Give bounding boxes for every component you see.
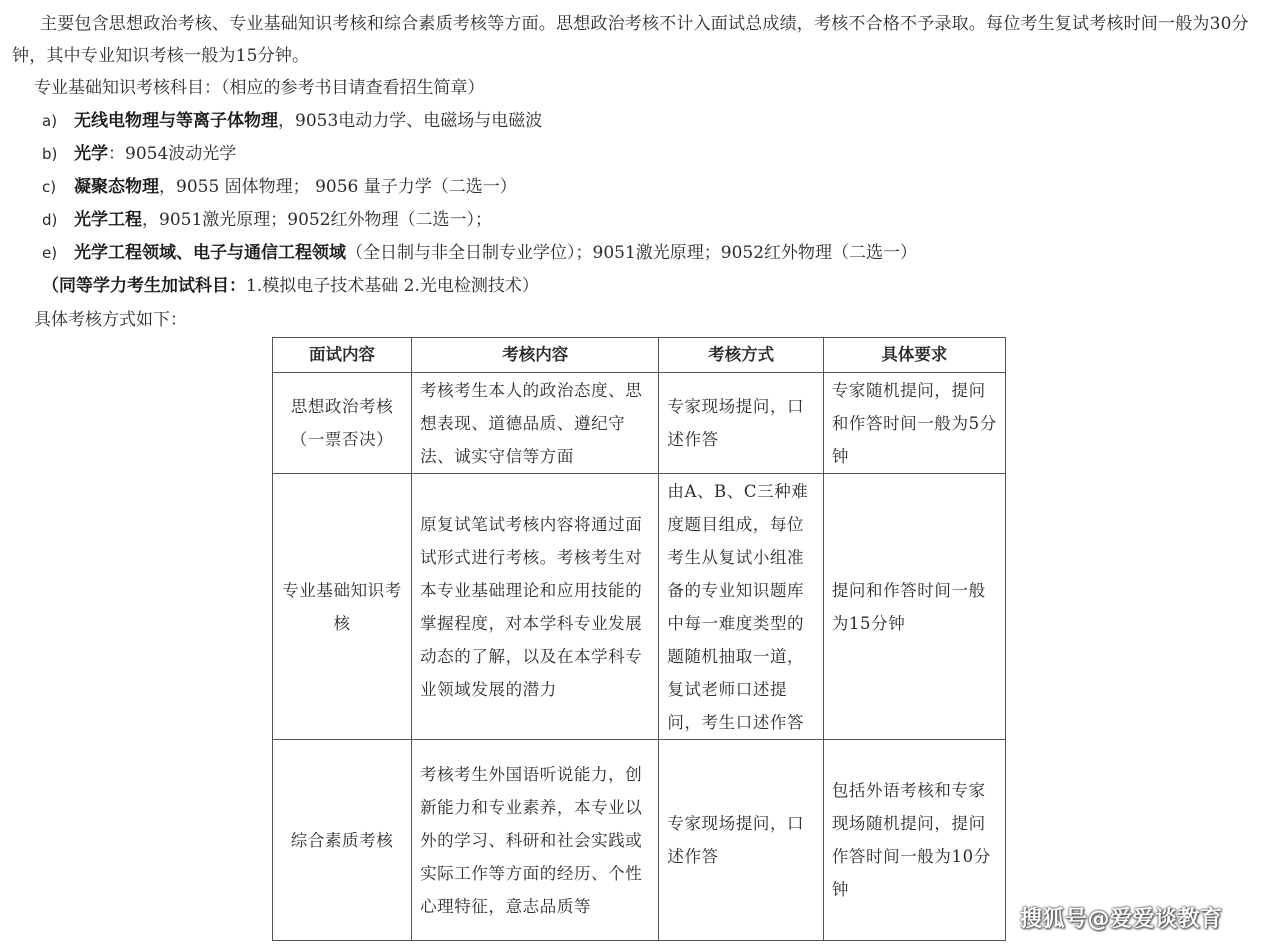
subject-detail: ，9055 固体物理； 9056 量子力学（二选一） — [159, 177, 517, 197]
subject-detail: ：9054波动光学 — [108, 144, 237, 164]
table-row — [273, 740, 1006, 941]
requirement-cell: 专家随机提问，提问和作答时间一般为5分钟 — [823, 373, 1005, 474]
subject-letter: e) — [42, 244, 58, 262]
assessment-method-cell: 专家现场提问，口述作答 — [659, 740, 823, 941]
equivalent-label: （同等学力考生加试科目： — [42, 276, 246, 296]
subject-name: 凝聚态物理 — [74, 177, 159, 197]
subject-letter: d) — [42, 211, 58, 229]
assessment-content-cell: 原复试笔试考核内容将通过面试形式进行考核。考核考生对本专业基础理论和应用技能的掌握程度，对本学科专业发展动态的了解，以及在本学科专业领域发展的潜力 — [412, 474, 659, 740]
exam-method-table — [272, 337, 1006, 941]
assessment-content-cell: 考核考生本人的政治态度、思想表现、道德品质、遵纪守法、诚实守信等方面 — [412, 373, 659, 474]
interview-item-cell: 专业基础知识考核 — [273, 474, 412, 740]
table-header-cell: 具体要求 — [823, 338, 1005, 373]
subject-item — [42, 175, 517, 199]
requirement-cell: 包括外语考核和专家现场随机提问，提问作答时间一般为10分钟 — [823, 740, 1005, 941]
interview-item-cell: 思想政治考核（一票否决） — [273, 373, 412, 474]
subject-name: 无线电物理与等离子体物理 — [74, 111, 278, 131]
intro-paragraph: 主要包含思想政治考核、专业基础知识考核和综合素质考核等方面。思想政治考核不计入面试总成绩，考核不合格不予录取。每位考生复试考核时间一般为30分钟，其中专业知识考核一般为15分钟。 — [12, 14, 1249, 66]
subject-item — [42, 241, 917, 265]
interview-item-cell: 综合素质考核 — [273, 740, 412, 941]
subject-item — [42, 109, 542, 133]
watermark: 搜狐号@爱爱谈教育 — [1020, 907, 1223, 932]
subject-letter: b) — [42, 145, 58, 163]
requirement-cell: 提问和作答时间一般为15分钟 — [823, 474, 1005, 740]
table-header-cell: 面试内容 — [273, 338, 412, 373]
subject-letter: a) — [42, 112, 58, 130]
equivalent-subjects-note — [42, 274, 539, 298]
subjects-heading: 专业基础知识考核科目：（相应的参考书目请查看招生简章） — [34, 78, 485, 98]
table-row — [273, 474, 1006, 740]
subject-name: 光学工程 — [74, 210, 142, 230]
subject-name: 光学工程领域、电子与通信工程领域 — [74, 243, 346, 263]
subject-item — [42, 142, 236, 166]
subject-detail: （全日制与非全日制专业学位）；9051激光原理；9052红外物理（二选一） — [346, 243, 918, 263]
method-intro: 具体考核方式如下： — [34, 310, 187, 330]
table-header-cell: 考核内容 — [412, 338, 659, 373]
equivalent-detail: 1.模拟电子技术基础 2.光电检测技术） — [246, 276, 539, 296]
assessment-method-cell: 专家现场提问，口述作答 — [659, 373, 823, 474]
assessment-content-cell: 考核考生外国语听说能力，创新能力和专业素养，本专业以外的学习、科研和社会实践或实际工作等方面的经历、个性心理特征，意志品质等 — [412, 740, 659, 941]
table-header-cell: 考核方式 — [659, 338, 823, 373]
subject-detail: ，9051激光原理；9052红外物理（二选一）； — [142, 210, 493, 230]
subject-letter: c) — [42, 178, 57, 196]
subject-name: 光学 — [74, 144, 108, 164]
table-header-row — [273, 338, 1006, 373]
subject-item — [42, 208, 492, 232]
subject-detail: ，9053电动力学、电磁场与电磁波 — [278, 111, 543, 131]
assessment-method-cell: 由A、B、C三种难度题目组成，每位考生从复试小组准备的专业知识题库中每一难度类型的题随机抽取一道，复试老师口述提问，考生口述作答 — [659, 474, 823, 740]
table-row — [273, 373, 1006, 474]
